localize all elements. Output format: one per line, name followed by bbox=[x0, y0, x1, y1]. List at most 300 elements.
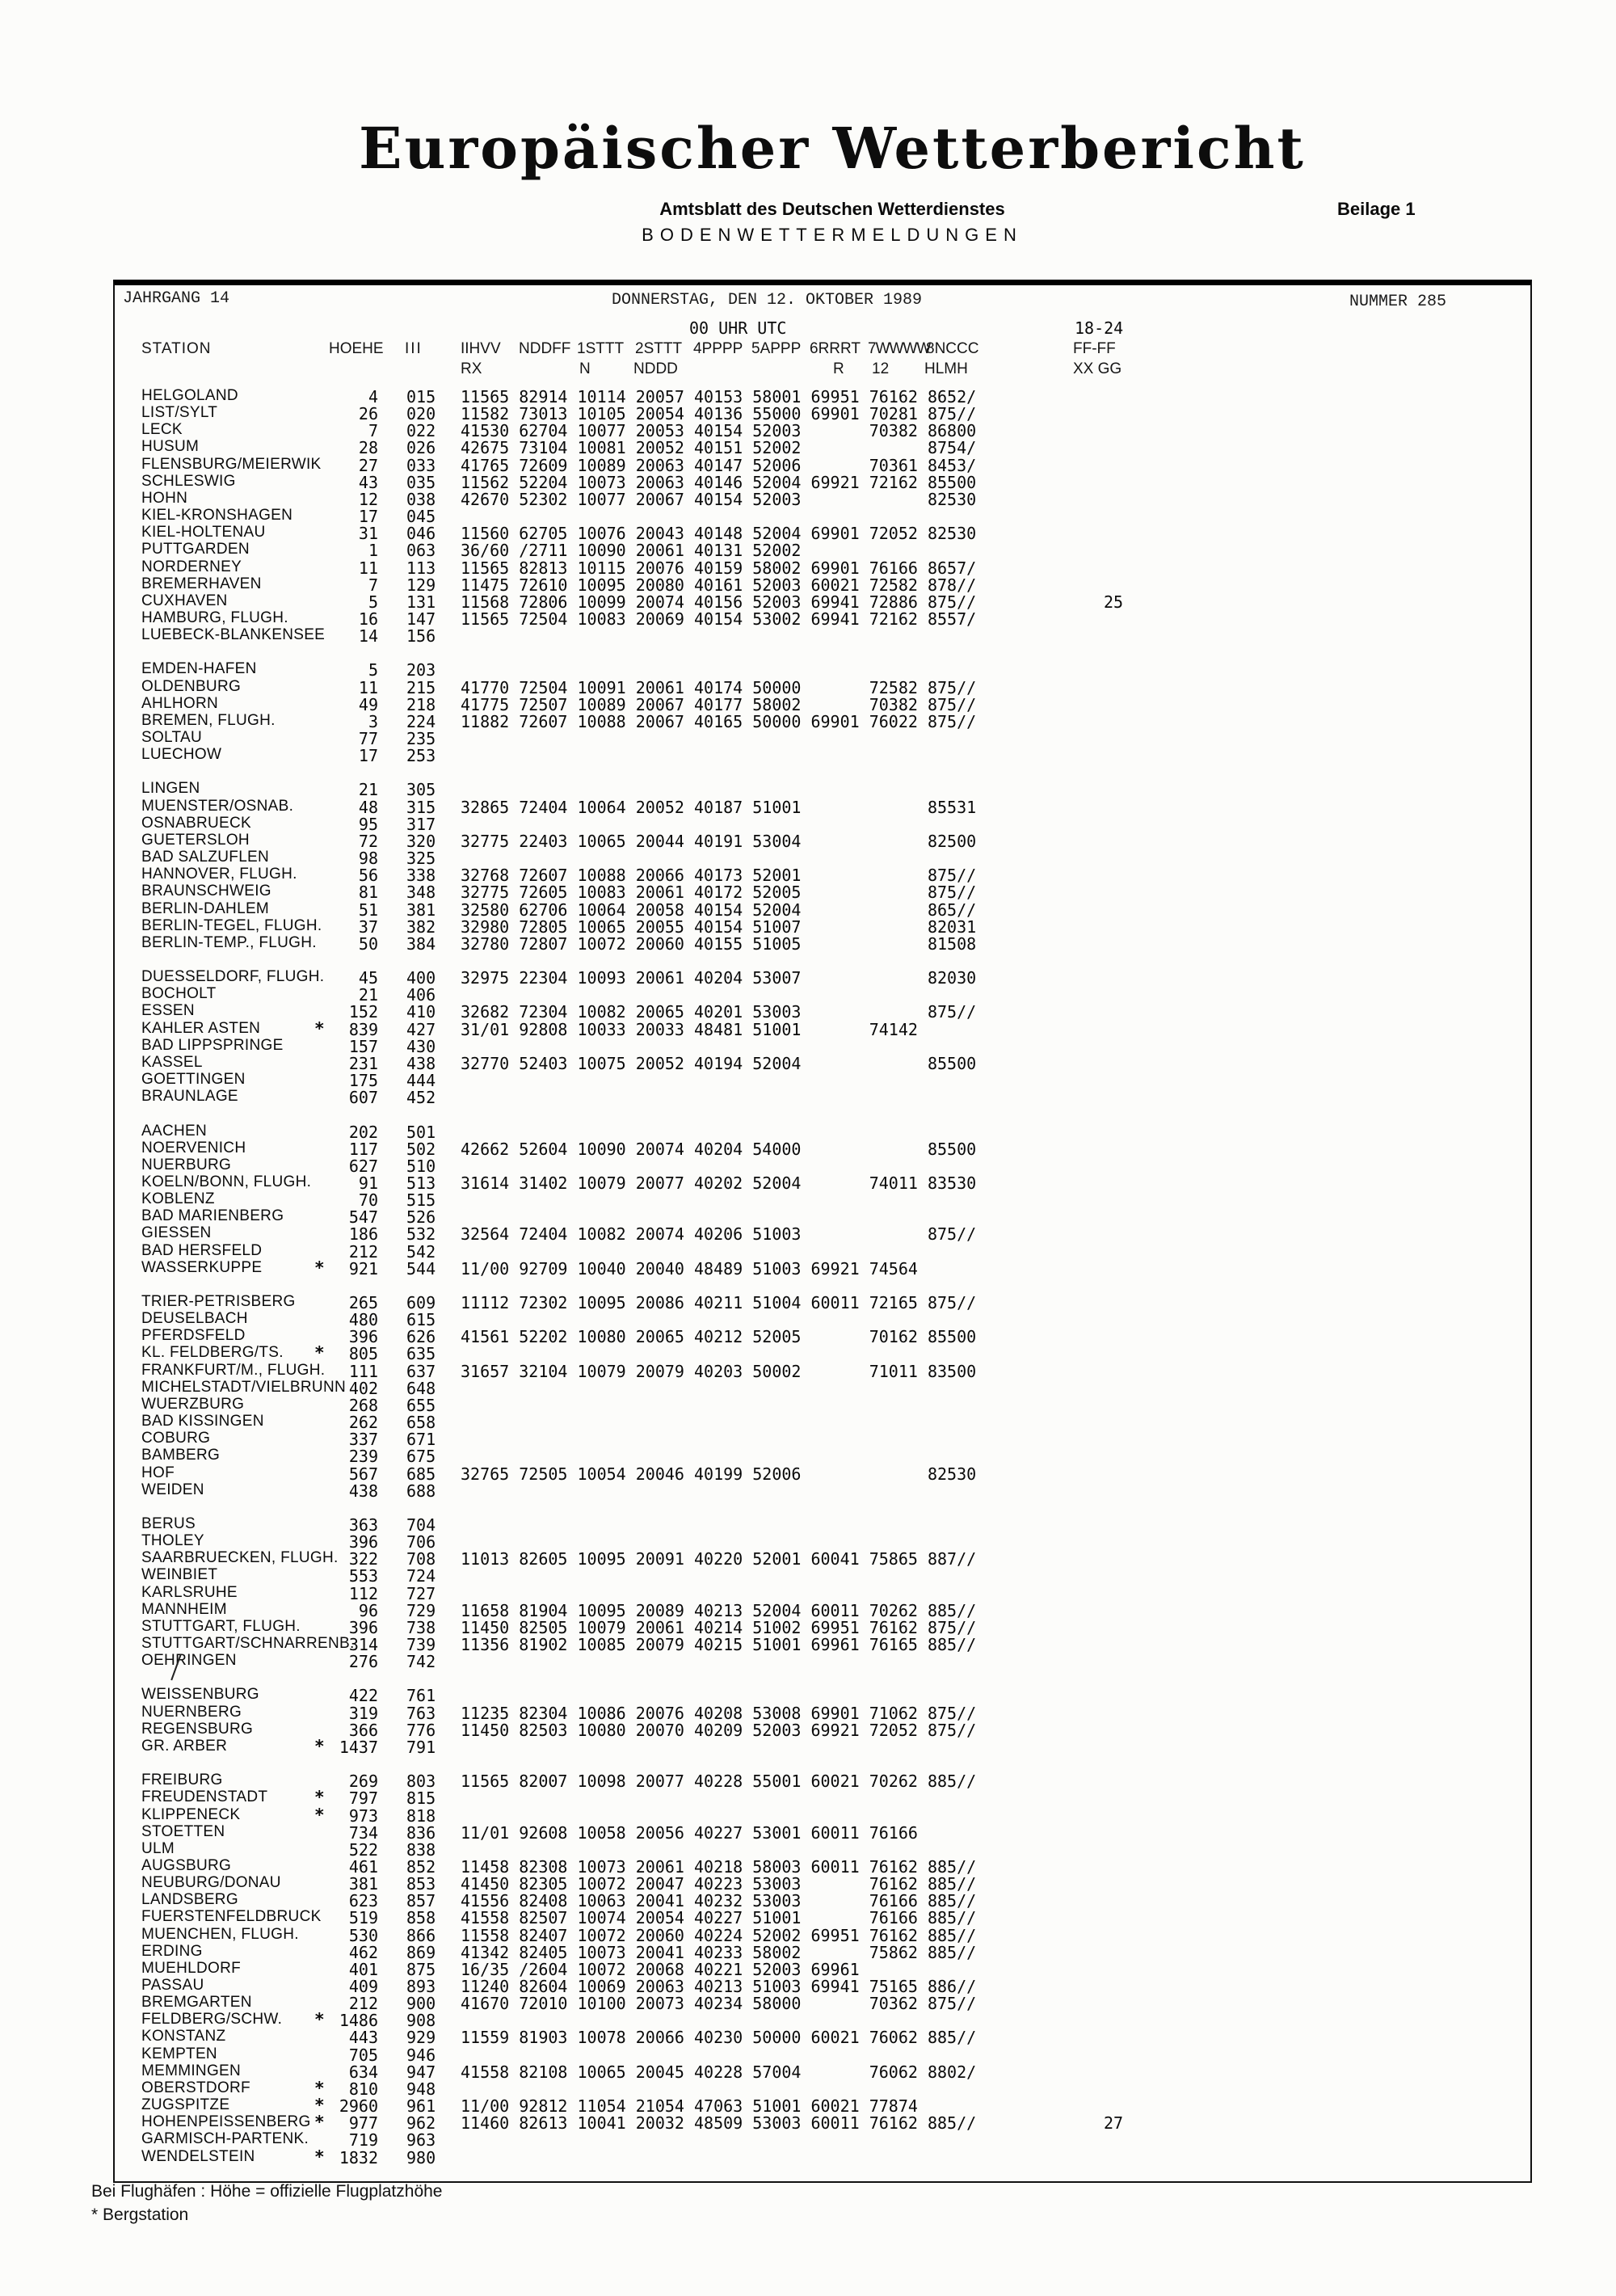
station-row bbox=[0, 1379, 1616, 1396]
station-index: 776 bbox=[406, 1720, 436, 1740]
station-name: MANNHEIM bbox=[141, 1600, 227, 1618]
station-index: 739 bbox=[406, 1635, 436, 1654]
station-index: 648 bbox=[406, 1378, 436, 1398]
station-row bbox=[0, 1413, 1616, 1430]
station-height: 265 bbox=[348, 1293, 378, 1312]
station-index: 675 bbox=[406, 1447, 436, 1467]
station-index: 381 bbox=[406, 899, 436, 920]
station-height: 17 bbox=[358, 507, 378, 526]
station-row bbox=[0, 866, 1616, 886]
station-row bbox=[0, 609, 1616, 629]
station-observation-groups: 11565 72504 10083 20069 40154 53002 69941 72162 8557/ bbox=[461, 609, 977, 629]
station-row bbox=[0, 746, 1616, 766]
station-row bbox=[0, 1258, 1616, 1279]
station-index: 113 bbox=[406, 558, 436, 578]
station-name: WEISSENBURG bbox=[141, 1686, 259, 1704]
station-height: 5 bbox=[368, 592, 378, 612]
station-name: OSNABRUECK bbox=[141, 814, 252, 832]
station-index: 803 bbox=[406, 1772, 436, 1792]
station-index: 317 bbox=[406, 814, 436, 834]
station-observation-groups: 42662 52604 10090 20074 40204 54000 85500 bbox=[461, 1139, 977, 1159]
station-row bbox=[0, 1805, 1616, 1826]
station-name: SOLTAU bbox=[141, 729, 202, 746]
station-observation-groups: 11460 82613 10041 20032 48509 53003 60011 76162 885// bbox=[461, 2113, 977, 2134]
footnote-bergstation: * Bergstation bbox=[91, 2205, 189, 2224]
station-name: KLIPPENECK bbox=[141, 1805, 241, 1823]
station-index: 658 bbox=[406, 1413, 436, 1432]
station-row bbox=[0, 933, 1616, 954]
station-height: 91 bbox=[358, 1173, 378, 1193]
station-height: 56 bbox=[358, 866, 378, 886]
station-index: 400 bbox=[406, 968, 436, 988]
station-row bbox=[0, 832, 1616, 849]
station-index: 045 bbox=[406, 507, 436, 526]
station-index: 637 bbox=[406, 1361, 436, 1381]
station-observation-groups: 41775 72507 10089 20067 40177 58002 70382 875// bbox=[461, 694, 977, 714]
station-height: 72 bbox=[358, 831, 378, 851]
station-height: 186 bbox=[348, 1224, 378, 1245]
station-observation-groups: 11450 82503 10080 20070 40209 52003 69921 72052 875// bbox=[461, 1720, 977, 1740]
station-index: 615 bbox=[406, 1310, 436, 1330]
station-height: 112 bbox=[348, 1583, 378, 1603]
station-index: 626 bbox=[406, 1327, 436, 1347]
station-index: 022 bbox=[406, 421, 436, 441]
station-height: 5 bbox=[368, 660, 378, 680]
station-height: 70 bbox=[358, 1190, 378, 1211]
station-index: 430 bbox=[406, 1036, 436, 1056]
station-name: BREMERHAVEN bbox=[141, 575, 262, 592]
station-name: MUENSTER/OSNAB. bbox=[141, 797, 294, 815]
station-row bbox=[0, 1686, 1616, 1706]
station-index: 818 bbox=[406, 1805, 436, 1826]
station-height: 269 bbox=[348, 1772, 378, 1792]
station-height: 43 bbox=[358, 472, 378, 492]
station-observation-groups: 31614 31402 10079 20077 40202 52004 74011 83530 bbox=[461, 1173, 977, 1193]
station-name: BAD KISSINGEN bbox=[141, 1413, 264, 1430]
station-observation-groups: 11658 81904 10095 20089 40213 52004 60011 70262 885// bbox=[461, 1600, 977, 1620]
station-observation-groups: 41561 52202 10080 20065 40212 52005 70162 85500 bbox=[461, 1327, 977, 1347]
station-height: 734 bbox=[348, 1822, 378, 1843]
station-observation-groups: 32768 72607 10088 20066 40173 52001 875// bbox=[461, 866, 977, 886]
station-name: THOLEY bbox=[141, 1532, 204, 1550]
station-name: ZUGSPITZE bbox=[141, 2096, 230, 2113]
station-row bbox=[0, 1088, 1616, 1108]
station-observation-groups: 41558 82108 10065 20045 40228 57004 76062 8802/ bbox=[461, 2062, 977, 2082]
col-header-hoehe: HOEHE bbox=[329, 340, 384, 357]
station-index: 875 bbox=[406, 1959, 436, 1979]
station-observation-groups: 11558 82407 10072 20060 40224 52002 69951 76162 885// bbox=[461, 1925, 977, 1945]
station-index: 033 bbox=[406, 455, 436, 475]
station-observation-groups: 41342 82405 10073 20041 40233 58002 75862 885// bbox=[461, 1942, 977, 1962]
station-name: WASSERKUPPE bbox=[141, 1258, 263, 1276]
station-name: KAHLER ASTEN bbox=[141, 1019, 261, 1037]
station-index: 900 bbox=[406, 1994, 436, 2014]
station-name: BERLIN-TEMP., FLUGH. bbox=[141, 933, 317, 951]
station-row bbox=[0, 2096, 1616, 2116]
station-index: 382 bbox=[406, 916, 436, 937]
station-row bbox=[0, 575, 1616, 595]
station-name: HAMBURG, FLUGH. bbox=[141, 609, 288, 626]
station-name: GUETERSLOH bbox=[141, 831, 250, 849]
station-observation-groups: 32770 52403 10075 20052 40194 52004 85500 bbox=[461, 1053, 977, 1073]
bergstation-marker: * bbox=[314, 2078, 325, 2098]
station-height: 157 bbox=[348, 1036, 378, 1056]
station-height: 37 bbox=[358, 916, 378, 937]
station-height: 705 bbox=[348, 2045, 378, 2065]
station-observation-groups: 42675 73104 10081 20052 40151 52002 8754/ bbox=[461, 438, 977, 458]
station-observation-groups: 11565 82914 10114 20057 40153 58001 69951 76162 8652/ bbox=[461, 387, 977, 407]
station-observation-groups: 32980 72805 10065 20055 40154 51007 82031 bbox=[461, 916, 977, 937]
date-label: DONNERSTAG, DEN 12. OKTOBER 1989 bbox=[612, 291, 923, 310]
station-name: FRANKFURT/M., FLUGH. bbox=[141, 1361, 326, 1379]
station-name: LECK bbox=[141, 421, 183, 439]
station-height: 396 bbox=[348, 1617, 378, 1637]
station-height: 530 bbox=[348, 1925, 378, 1945]
station-index: 962 bbox=[406, 2113, 436, 2134]
station-row bbox=[0, 2113, 1616, 2134]
station-name: FELDBERG/SCHW. bbox=[141, 2011, 283, 2028]
station-index: 325 bbox=[406, 849, 436, 868]
station-row bbox=[0, 524, 1616, 544]
bergstation-marker: * bbox=[314, 2113, 325, 2133]
station-name: BAD LIPPSPRINGE bbox=[141, 1036, 284, 1054]
station-index: 501 bbox=[406, 1122, 436, 1142]
station-index: 708 bbox=[406, 1549, 436, 1569]
station-row bbox=[0, 2045, 1616, 2065]
station-name: BRAUNSCHWEIG bbox=[141, 883, 271, 900]
station-name: KONSTANZ bbox=[141, 2028, 226, 2045]
station-row bbox=[0, 1447, 1616, 1467]
station-height: 810 bbox=[348, 2079, 378, 2099]
col-subheader-nddd: NDDD bbox=[633, 360, 678, 377]
station-height: 567 bbox=[348, 1464, 378, 1484]
station-height: 1486 bbox=[339, 2011, 378, 2031]
station-name: PUTTGARDEN bbox=[141, 541, 250, 558]
station-index: 838 bbox=[406, 1839, 436, 1860]
station-observation-groups: 32775 72605 10083 20061 40172 52005 875// bbox=[461, 883, 977, 903]
station-row bbox=[0, 387, 1616, 407]
station-observation-groups: 11882 72607 10088 20067 40165 50000 69901 76022 875// bbox=[461, 711, 977, 731]
station-row bbox=[0, 1464, 1616, 1484]
station-row bbox=[0, 1020, 1616, 1037]
station-index: 685 bbox=[406, 1464, 436, 1484]
station-index: 852 bbox=[406, 1856, 436, 1877]
station-height: 623 bbox=[348, 1891, 378, 1911]
station-ff-value: 25 bbox=[1104, 592, 1124, 612]
station-height: 462 bbox=[348, 1942, 378, 1962]
supplement-label: Beilage 1 bbox=[1337, 199, 1416, 219]
station-height: 322 bbox=[348, 1549, 378, 1569]
station-height: 17 bbox=[358, 746, 378, 766]
station-name: GOETTINGEN bbox=[141, 1071, 246, 1088]
col-subheader-n: N bbox=[579, 360, 591, 377]
station-height: 117 bbox=[348, 1139, 378, 1159]
station-height: 381 bbox=[348, 1874, 378, 1894]
station-height: 96 bbox=[358, 1600, 378, 1620]
station-row bbox=[0, 1960, 1616, 1977]
station-height: 27 bbox=[358, 455, 378, 475]
station-name: AUGSBURG bbox=[141, 1856, 232, 1874]
station-name: HUSUM bbox=[141, 438, 200, 456]
station-row bbox=[0, 1054, 1616, 1071]
station-observation-groups: 16/35 /2604 10072 20068 40221 52003 69961 bbox=[461, 1959, 977, 1979]
bergstation-marker: * bbox=[314, 2096, 325, 2115]
station-height: 401 bbox=[348, 1959, 378, 1979]
station-row bbox=[0, 1704, 1616, 1721]
station-name: NUERBURG bbox=[141, 1156, 232, 1173]
station-index: 015 bbox=[406, 387, 436, 407]
station-row bbox=[0, 1566, 1616, 1586]
section-label: BODENWETTERMELDUNGEN bbox=[642, 225, 1023, 245]
station-name: BREMGARTEN bbox=[141, 1994, 252, 2012]
station-name: ESSEN bbox=[141, 1002, 195, 1020]
station-index: 857 bbox=[406, 1891, 436, 1911]
station-index: 866 bbox=[406, 1925, 436, 1945]
station-height: 409 bbox=[348, 1977, 378, 1996]
station-row bbox=[0, 1139, 1616, 1159]
station-name: STUTTGART/SCHNARRENB. bbox=[141, 1635, 355, 1652]
station-row bbox=[0, 916, 1616, 937]
station-row bbox=[0, 883, 1616, 903]
station-row bbox=[0, 2146, 1616, 2168]
station-index: 544 bbox=[406, 1258, 436, 1279]
station-observation-groups: 32580 62706 10064 20058 40154 52004 865// bbox=[461, 899, 977, 920]
station-row bbox=[0, 695, 1616, 712]
station-height: 4 bbox=[368, 387, 378, 407]
station-index: 791 bbox=[406, 1737, 436, 1757]
col-subheader-r: R bbox=[833, 360, 844, 377]
station-row bbox=[0, 1772, 1616, 1792]
station-height: 14 bbox=[358, 626, 378, 647]
station-height: 522 bbox=[348, 1839, 378, 1860]
col-header-1sttt: 1STTT bbox=[577, 340, 625, 357]
station-index: 384 bbox=[406, 933, 436, 954]
station-index: 742 bbox=[406, 1652, 436, 1672]
station-name: OLDENBURG bbox=[141, 677, 242, 695]
station-index: 035 bbox=[406, 472, 436, 492]
station-height: 363 bbox=[348, 1515, 378, 1535]
station-height: 2960 bbox=[339, 2096, 378, 2116]
station-row bbox=[0, 712, 1616, 729]
station-index: 763 bbox=[406, 1703, 436, 1723]
station-observation-groups: 11559 81903 10078 20066 40230 50000 60021 76062 885// bbox=[461, 2028, 977, 2048]
station-observation-groups: 11240 82604 10069 20063 40213 51003 69941 75165 886// bbox=[461, 1977, 977, 1996]
station-index: 761 bbox=[406, 1686, 436, 1706]
station-name: BERLIN-TEGEL, FLUGH. bbox=[141, 916, 322, 934]
station-observation-groups: 11112 72302 10095 20086 40211 51004 60011 72165 875// bbox=[461, 1293, 977, 1312]
station-index: 526 bbox=[406, 1207, 436, 1228]
station-row bbox=[0, 1207, 1616, 1228]
station-observation-groups: 11568 72806 10099 20074 40156 52003 69941 72886 875// bbox=[461, 592, 977, 612]
station-row bbox=[0, 815, 1616, 832]
station-name: WEIDEN bbox=[141, 1481, 204, 1498]
station-index: 203 bbox=[406, 660, 436, 680]
station-index: 836 bbox=[406, 1822, 436, 1843]
station-row bbox=[0, 1173, 1616, 1193]
station-index: 724 bbox=[406, 1566, 436, 1586]
station-index: 046 bbox=[406, 524, 436, 544]
station-height: 98 bbox=[358, 849, 378, 868]
bergstation-marker: * bbox=[314, 1258, 325, 1278]
station-name: KARLSRUHE bbox=[141, 1583, 238, 1601]
station-index: 235 bbox=[406, 729, 436, 748]
station-height: 319 bbox=[348, 1703, 378, 1723]
station-height: 719 bbox=[348, 2130, 378, 2151]
station-height: 77 bbox=[358, 729, 378, 748]
station-observation-groups: 11/01 92608 10058 20056 40227 53001 60011 76166 bbox=[461, 1822, 977, 1843]
station-row bbox=[0, 1908, 1616, 1928]
station-height: 12 bbox=[358, 489, 378, 509]
station-height: 49 bbox=[358, 694, 378, 714]
station-name: BERLIN-DAHLEM bbox=[141, 899, 270, 917]
station-height: 231 bbox=[348, 1053, 378, 1073]
station-name: LINGEN bbox=[141, 780, 200, 798]
station-row bbox=[0, 558, 1616, 578]
station-name: WENDELSTEIN bbox=[141, 2147, 255, 2165]
station-row bbox=[0, 1926, 1616, 1943]
station-name: MUENCHEN, FLUGH. bbox=[141, 1925, 299, 1943]
station-height: 26 bbox=[358, 404, 378, 424]
station-height: 31 bbox=[358, 524, 378, 544]
station-index: 218 bbox=[406, 694, 436, 714]
station-observation-groups: 36/60 /2711 10090 20061 40131 52002 bbox=[461, 541, 802, 561]
station-observation-groups: 11562 52204 10073 20063 40146 52004 69921 72162 85500 bbox=[461, 472, 977, 492]
bergstation-marker: * bbox=[314, 1343, 325, 1363]
station-index: 315 bbox=[406, 797, 436, 817]
station-observation-groups: 11565 82813 10115 20076 40159 58002 69901 76166 8657/ bbox=[461, 558, 977, 578]
station-name: GR. ARBER bbox=[141, 1737, 228, 1755]
station-index: 727 bbox=[406, 1583, 436, 1603]
station-index: 224 bbox=[406, 711, 436, 731]
station-name: NEUBURG/DONAU bbox=[141, 1874, 281, 1892]
station-name: NOERVENICH bbox=[141, 1139, 246, 1156]
station-row bbox=[0, 438, 1616, 458]
station-observation-groups: 11475 72610 10095 20080 40161 52003 60021 72582 878// bbox=[461, 575, 977, 595]
page-title: Europäischer Wetterbericht bbox=[359, 115, 1306, 182]
station-name: NUERNBERG bbox=[141, 1703, 242, 1721]
station-name: REGENSBURG bbox=[141, 1720, 254, 1738]
station-row bbox=[0, 1396, 1616, 1413]
station-row bbox=[0, 1327, 1616, 1347]
station-height: 268 bbox=[348, 1395, 378, 1415]
station-height: 152 bbox=[348, 1002, 378, 1022]
station-name: MUEHLDORF bbox=[141, 1959, 242, 1977]
station-height: 519 bbox=[348, 1908, 378, 1928]
station-index: 869 bbox=[406, 1942, 436, 1962]
station-height: 921 bbox=[348, 1258, 378, 1279]
station-name: STOETTEN bbox=[141, 1822, 225, 1840]
station-observation-groups: 11/00 92812 11054 21054 47063 51001 60021 77874 bbox=[461, 2096, 977, 2116]
station-row bbox=[0, 1721, 1616, 1738]
col-header-7wwww: 7WWWW bbox=[868, 340, 931, 357]
station-index: 131 bbox=[406, 592, 436, 612]
station-name: FUERSTENFELDBRUCK bbox=[141, 1908, 322, 1926]
station-row bbox=[0, 1156, 1616, 1176]
station-observation-groups: 11450 82505 10079 20061 40214 51002 69951 76162 875// bbox=[461, 1617, 977, 1637]
station-row bbox=[0, 660, 1616, 680]
station-index: 609 bbox=[406, 1293, 436, 1312]
station-name: NORDERNEY bbox=[141, 558, 242, 575]
station-height: 480 bbox=[348, 1310, 378, 1330]
station-height: 396 bbox=[348, 1327, 378, 1347]
station-index: 738 bbox=[406, 1617, 436, 1637]
station-height: 805 bbox=[348, 1344, 378, 1364]
station-row bbox=[0, 2078, 1616, 2099]
station-name: GARMISCH-PARTENK. bbox=[141, 2130, 309, 2148]
col-header-iihvv: IIHVV bbox=[461, 340, 501, 357]
bergstation-marker: * bbox=[314, 1788, 325, 1808]
station-height: 1832 bbox=[339, 2147, 378, 2168]
station-index: 305 bbox=[406, 780, 436, 800]
station-name: KIEL-HOLTENAU bbox=[141, 524, 266, 541]
station-row bbox=[0, 490, 1616, 507]
station-name: COBURG bbox=[141, 1430, 211, 1447]
station-row bbox=[0, 1994, 1616, 2014]
station-row bbox=[0, 2062, 1616, 2082]
station-height: 50 bbox=[358, 933, 378, 954]
station-height: 175 bbox=[348, 1071, 378, 1090]
station-index: 147 bbox=[406, 609, 436, 629]
station-name: KIEL-KRONSHAGEN bbox=[141, 507, 293, 524]
station-index: 320 bbox=[406, 831, 436, 851]
station-name: HOHENPEISSENBERG bbox=[141, 2113, 311, 2131]
station-name: KEMPTEN bbox=[141, 2045, 217, 2062]
station-name: SCHLESWIG bbox=[141, 472, 236, 490]
station-row bbox=[0, 1874, 1616, 1894]
station-height: 443 bbox=[348, 2028, 378, 2048]
station-row bbox=[0, 1856, 1616, 1877]
station-row bbox=[0, 729, 1616, 746]
station-index: 438 bbox=[406, 1053, 436, 1073]
station-index: 961 bbox=[406, 2096, 436, 2116]
station-index: 688 bbox=[406, 1481, 436, 1501]
station-index: 655 bbox=[406, 1395, 436, 1415]
station-row bbox=[0, 456, 1616, 473]
station-name: FREIBURG bbox=[141, 1772, 223, 1789]
station-name: BAD SALZUFLEN bbox=[141, 849, 270, 866]
station-height: 81 bbox=[358, 883, 378, 903]
bergstation-marker: * bbox=[314, 1018, 325, 1038]
station-index: 532 bbox=[406, 1224, 436, 1245]
station-observation-groups: 42670 52302 10077 20067 40154 52003 82530 bbox=[461, 489, 977, 509]
station-index: 946 bbox=[406, 2045, 436, 2065]
station-row bbox=[0, 507, 1616, 524]
bergstation-marker: * bbox=[314, 1805, 325, 1825]
station-row bbox=[0, 2028, 1616, 2048]
footnote-airport-height: Bei Flughäfen : Höhe = offizielle Flugplatzhöhe bbox=[91, 2182, 443, 2201]
station-row bbox=[0, 1430, 1616, 1450]
station-row bbox=[0, 1788, 1616, 1809]
station-name: STUTTGART, FLUGH. bbox=[141, 1617, 301, 1635]
station-index: 020 bbox=[406, 404, 436, 424]
jahrgang-label: JAHRGANG 14 bbox=[123, 289, 230, 308]
station-name: LIST/SYLT bbox=[141, 404, 218, 422]
station-observation-groups: 32775 22403 10065 20044 40191 53004 82500 bbox=[461, 831, 977, 851]
station-index: 502 bbox=[406, 1139, 436, 1159]
station-name: KOBLENZ bbox=[141, 1190, 215, 1208]
station-observation-groups: 32564 72404 10082 20074 40206 51003 875// bbox=[461, 1224, 977, 1245]
station-height: 627 bbox=[348, 1156, 378, 1176]
station-index: 515 bbox=[406, 1190, 436, 1211]
station-observation-groups: 11013 82605 10095 20091 40220 52001 60041 75865 887// bbox=[461, 1549, 977, 1569]
station-row bbox=[0, 1891, 1616, 1911]
station-name: BERUS bbox=[141, 1515, 196, 1532]
station-height: 337 bbox=[348, 1430, 378, 1450]
station-name: EMDEN-HAFEN bbox=[141, 660, 257, 678]
time-range-label: 18-24 bbox=[1075, 318, 1124, 338]
station-row bbox=[0, 2010, 1616, 2031]
station-height: 212 bbox=[348, 1994, 378, 2014]
